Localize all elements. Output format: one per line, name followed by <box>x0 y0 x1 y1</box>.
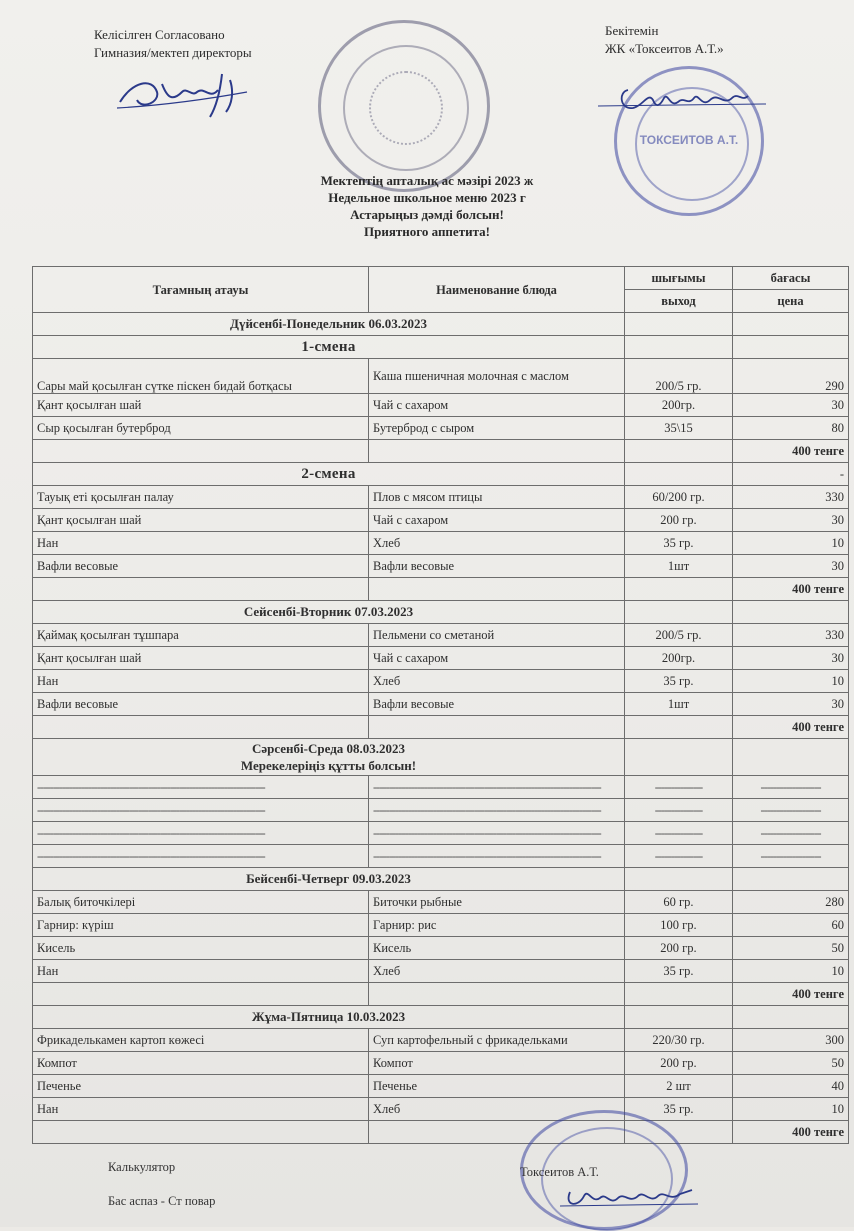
dish-kz: Сыр қосылған бутерброд <box>33 417 369 440</box>
director-signature <box>112 62 252 122</box>
dish-price: 300 <box>733 1029 849 1052</box>
dish-output: 2 шт <box>625 1075 733 1098</box>
dish-output: 200 гр. <box>625 1052 733 1075</box>
day-title: Дүйсенбі-Понедельник 06.03.2023 <box>33 313 625 336</box>
approval-block-right <box>605 22 724 58</box>
dish-price: 30 <box>733 647 849 670</box>
dish-output: 35 гр. <box>625 532 733 555</box>
dish-output: 60 гр. <box>625 891 733 914</box>
dish-ru: Биточки рыбные <box>369 891 625 914</box>
table-row <box>33 555 849 578</box>
col-header-output-kz: шығымы <box>625 267 733 290</box>
dish-price: 50 <box>733 937 849 960</box>
dish-ru: Чай с сахаром <box>369 394 625 417</box>
col-header-price-ru: цена <box>733 290 849 313</box>
table-row <box>33 1029 849 1052</box>
shift-row <box>33 336 849 359</box>
title-kz: Мектептің апталық ас мәзірі 2023 ж <box>320 173 534 188</box>
dish-ru: Каша пшеничная молочная с маслом <box>369 359 625 394</box>
director-label: Гимназия/мектеп директоры <box>94 45 252 60</box>
dash-cell: ------------------------------------------------------------------------ <box>369 776 625 799</box>
dish-output: 35\15 <box>625 417 733 440</box>
dish-kz: Компот <box>33 1052 369 1075</box>
dish-output: 220/30 гр. <box>625 1029 733 1052</box>
shift-row <box>33 463 849 486</box>
seal-text: ТОКСЕИТОВ А.Т. <box>639 133 739 147</box>
menu-titles <box>0 172 854 240</box>
table-row <box>33 486 849 509</box>
col-header-ru: Наименование блюда <box>369 267 625 313</box>
dish-output: 100 гр. <box>625 914 733 937</box>
dish-price: 30 <box>733 394 849 417</box>
dish-ru: Плов с мясом птицы <box>369 486 625 509</box>
dish-output: 200гр. <box>625 394 733 417</box>
dish-price: 10 <box>733 670 849 693</box>
day-title <box>33 739 625 776</box>
dish-ru: Хлеб <box>369 670 625 693</box>
dash-cell: ------------------------------------------------------------------------ <box>369 845 625 868</box>
shift-title: 2-смена <box>33 463 625 486</box>
dish-output: 200гр. <box>625 647 733 670</box>
table-row <box>33 670 849 693</box>
dish-kz: Қант қосылған шай <box>33 394 369 417</box>
holiday-note: Мерекелеріңіз құтты болсын! <box>240 758 417 773</box>
day-title: Сейсенбі-Вторник 07.03.2023 <box>33 601 625 624</box>
table-row <box>33 532 849 555</box>
dash-cell: ------------------------------------------------------------------------ <box>369 799 625 822</box>
table-row <box>33 624 849 647</box>
dish-kz: Печенье <box>33 1075 369 1098</box>
dish-price: 10 <box>733 960 849 983</box>
table-row <box>33 509 849 532</box>
dish-price: 290 <box>733 359 849 394</box>
table-header-row <box>33 267 849 290</box>
dish-ru: Вафли весовые <box>369 555 625 578</box>
dish-output: 35 гр. <box>625 670 733 693</box>
dish-kz: Тауық еті қосылған палау <box>33 486 369 509</box>
table-row <box>33 799 849 822</box>
day-total: 400 тенге <box>733 578 849 601</box>
school-seal <box>318 20 490 192</box>
dish-price: 40 <box>733 1075 849 1098</box>
day-row <box>33 868 849 891</box>
dish-ru: Хлеб <box>369 960 625 983</box>
table-row <box>33 937 849 960</box>
dish-price: 50 <box>733 1052 849 1075</box>
dish-ru: Хлеб <box>369 1098 625 1121</box>
table-row <box>33 845 849 868</box>
dish-kz: Қант қосылған шай <box>33 647 369 670</box>
dish-ru: Вафли весовые <box>369 693 625 716</box>
signer-name: Токсеитов А.Т. <box>520 1165 599 1179</box>
dish-kz: Нан <box>33 1098 369 1121</box>
dash-cell: ------------------------------------------------------------------------ <box>33 799 369 822</box>
total-row <box>33 983 849 1006</box>
day-total: 400 тенге <box>733 716 849 739</box>
day-title: Жұма-Пятница 10.03.2023 <box>33 1006 625 1029</box>
table-row <box>33 647 849 670</box>
dash-cell: --------------- <box>625 776 733 799</box>
menu-table <box>32 266 849 1144</box>
day-row <box>33 313 849 336</box>
dish-ru: Кисель <box>369 937 625 960</box>
dish-kz: Нан <box>33 532 369 555</box>
day-row <box>33 601 849 624</box>
dish-ru: Пельмени со сметаной <box>369 624 625 647</box>
dish-kz: Қаймақ қосылған тұшпара <box>33 624 369 647</box>
day-total: 400 тенге <box>733 983 849 1006</box>
dish-kz: Вафли весовые <box>33 555 369 578</box>
dish-output: 1шт <box>625 693 733 716</box>
total-row <box>33 440 849 463</box>
approve-label: Бекітемін <box>605 23 659 38</box>
day-title: Бейсенбі-Четверг 09.03.2023 <box>33 868 625 891</box>
dash-cell: ------------------- <box>733 822 849 845</box>
table-row <box>33 776 849 799</box>
dish-price: 280 <box>733 891 849 914</box>
dash-cell: ------------------- <box>733 845 849 868</box>
wish-ru: Приятного аппетита! <box>364 224 490 239</box>
dish-ru: Печенье <box>369 1075 625 1098</box>
dish-output: 200 гр. <box>625 509 733 532</box>
day-total: 400 тенге <box>733 440 849 463</box>
dash-cell: ------------------------------------------------------------------------ <box>369 822 625 845</box>
dish-output: 1шт <box>625 555 733 578</box>
dish-price: 80 <box>733 417 849 440</box>
dish-ru: Чай с сахаром <box>369 509 625 532</box>
day-title-text: Сәрсенбі-Среда 08.03.2023 <box>251 741 406 756</box>
footer-signature <box>560 1176 700 1216</box>
dash-cell: --------------- <box>625 822 733 845</box>
dash-cell: ------------------------------------------------------------------------ <box>33 845 369 868</box>
dish-kz: Қант қосылған шай <box>33 509 369 532</box>
dash-cell: ------------------- <box>733 776 849 799</box>
dish-price: 330 <box>733 624 849 647</box>
dish-output: 200 гр. <box>625 937 733 960</box>
total-row <box>33 716 849 739</box>
table-row <box>33 960 849 983</box>
dish-kz: Вафли весовые <box>33 693 369 716</box>
dish-output: 60/200 гр. <box>625 486 733 509</box>
dish-output: 200/5 гр. <box>625 359 733 394</box>
shift-mark: - <box>733 463 849 486</box>
table-row <box>33 1075 849 1098</box>
dash-cell: --------------- <box>625 799 733 822</box>
dish-price: 30 <box>733 509 849 532</box>
dash-cell: ------------------------------------------------------------------------ <box>33 776 369 799</box>
dish-price: 30 <box>733 555 849 578</box>
shift-title: 1-смена <box>33 336 625 359</box>
dish-price: 60 <box>733 914 849 937</box>
dish-kz: Нан <box>33 960 369 983</box>
table-row <box>33 891 849 914</box>
agreed-label: Келісілген Согласовано <box>94 27 225 42</box>
dash-cell: ------------------- <box>733 799 849 822</box>
entrepreneur-label: ЖК «Токсеитов А.Т.» <box>605 41 724 56</box>
dish-kz: Сары май қосылған сүтке піскен бидай ботқасы <box>33 359 369 394</box>
entrepreneur-signature <box>598 80 768 120</box>
calculator-label: Калькулятор <box>108 1160 176 1174</box>
dish-kz: Кисель <box>33 937 369 960</box>
dish-ru: Компот <box>369 1052 625 1075</box>
table-row <box>33 693 849 716</box>
total-row <box>33 578 849 601</box>
wish-kz: Астарыңыз дәмді болсын! <box>350 207 504 222</box>
table-row <box>33 417 849 440</box>
dish-price: 10 <box>733 1098 849 1121</box>
dish-kz: Гарнир: күріш <box>33 914 369 937</box>
dish-output: 35 гр. <box>625 1098 733 1121</box>
head-cook-label: Бас аспаз - Ст повар <box>108 1194 216 1208</box>
col-header-price-kz: бағасы <box>733 267 849 290</box>
table-row <box>33 822 849 845</box>
table-row <box>33 1052 849 1075</box>
dish-kz: Балық биточкілері <box>33 891 369 914</box>
dish-ru: Гарнир: рис <box>369 914 625 937</box>
dish-kz: Нан <box>33 670 369 693</box>
dish-kz: Фрикаделькамен картоп көжесі <box>33 1029 369 1052</box>
dish-price: 330 <box>733 486 849 509</box>
dish-price: 10 <box>733 532 849 555</box>
table-row <box>33 394 849 417</box>
table-row <box>33 1098 849 1121</box>
dish-price: 30 <box>733 693 849 716</box>
dish-output: 35 гр. <box>625 960 733 983</box>
col-header-output-ru: выход <box>625 290 733 313</box>
total-row <box>33 1121 849 1144</box>
approval-block-left <box>94 26 252 62</box>
table-row <box>33 914 849 937</box>
table-row <box>33 359 849 394</box>
dish-ru: Чай с сахаром <box>369 647 625 670</box>
col-header-kz: Тағамның атауы <box>33 267 369 313</box>
dash-cell: --------------- <box>625 845 733 868</box>
dish-ru: Бутерброд с сыром <box>369 417 625 440</box>
dish-ru: Хлеб <box>369 532 625 555</box>
day-row <box>33 739 849 776</box>
day-total: 400 тенге <box>733 1121 849 1144</box>
dish-output: 200/5 гр. <box>625 624 733 647</box>
dash-cell: ------------------------------------------------------------------------ <box>33 822 369 845</box>
title-ru: Недельное школьное меню 2023 г <box>328 190 526 205</box>
day-row <box>33 1006 849 1029</box>
dish-ru: Суп картофельный с фрикадельками <box>369 1029 625 1052</box>
